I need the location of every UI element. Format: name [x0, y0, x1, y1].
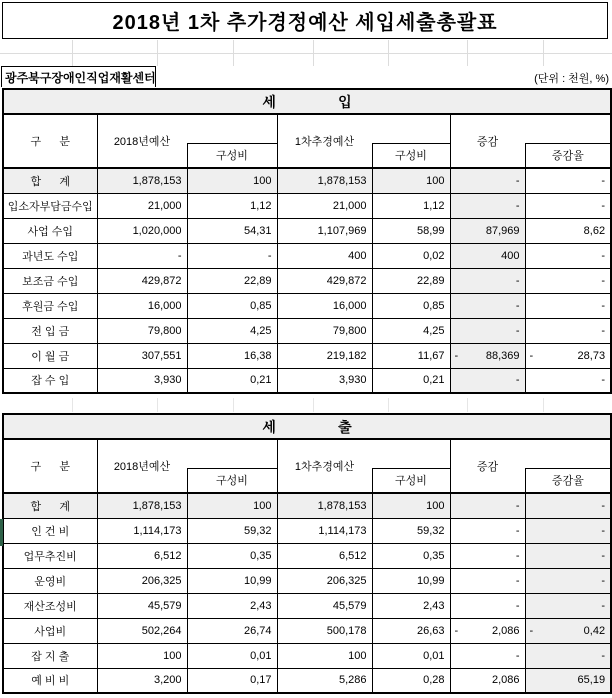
value-cell: -	[450, 368, 525, 393]
value-cell: 10,99	[372, 568, 450, 593]
value-cell: 100	[372, 168, 450, 193]
value-cell: 1,12	[372, 193, 450, 218]
value-cell: 0,01	[187, 643, 277, 668]
value-cell: 1,878,153	[277, 493, 372, 518]
value-cell: -	[525, 368, 611, 393]
value-cell: 3,930	[97, 368, 187, 393]
row-label: 전 입 금	[3, 318, 97, 343]
value-cell: 1,878,153	[277, 168, 372, 193]
value-cell: -	[450, 643, 525, 668]
value-cell: 1,878,153	[97, 493, 187, 518]
value-cell: 502,264	[97, 618, 187, 643]
row-label: 과년도 수입	[3, 243, 97, 268]
header-spacer-cell	[372, 114, 450, 143]
header-row-top	[3, 439, 611, 468]
revenue-table	[2, 88, 612, 394]
col-header-budget-2018: 2018년예산	[97, 439, 187, 493]
row-label: 합 계	[3, 168, 97, 193]
value-cell: -	[525, 493, 611, 518]
value-cell: 0,17	[187, 668, 277, 693]
row-label: 입소자부담금수입	[3, 193, 97, 218]
value-cell: 0,01	[372, 643, 450, 668]
value-cell: 400	[450, 243, 525, 268]
value-cell: -	[450, 568, 525, 593]
value-cell: 59,32	[187, 518, 277, 543]
value-cell: 100	[277, 643, 372, 668]
minus-sign: -	[529, 624, 534, 637]
value-cell: -	[525, 243, 611, 268]
value-cell: -	[525, 293, 611, 318]
table-row	[3, 293, 611, 318]
row-label: 보조금 수입	[3, 268, 97, 293]
value-cell: 16,38	[187, 343, 277, 368]
value-text: 28,73	[577, 349, 606, 362]
value-cell	[450, 618, 525, 643]
table-row	[3, 618, 611, 643]
value-cell: 429,872	[277, 268, 372, 293]
table-row	[3, 668, 611, 693]
table-row	[3, 593, 611, 618]
value-text: 2,086	[491, 624, 520, 637]
col-header-category: 구 분	[3, 439, 97, 493]
value-cell: 307,551	[97, 343, 187, 368]
value-cell: 21,000	[277, 193, 372, 218]
value-cell: -	[450, 268, 525, 293]
value-cell: 3,930	[277, 368, 372, 393]
row-label: 업무추진비	[3, 543, 97, 568]
table-row	[3, 218, 611, 243]
value-cell: 100	[372, 493, 450, 518]
unit-note: (단위 : 천원, %)	[534, 73, 609, 85]
value-text: 0,42	[583, 624, 606, 637]
value-cell: 65,19	[525, 668, 611, 693]
value-cell: -	[450, 168, 525, 193]
organization-name: 광주북구장애인직업재활센터	[1, 66, 156, 87]
col-header-category: 구 분	[3, 114, 97, 168]
value-cell: -	[450, 318, 525, 343]
value-cell: 45,579	[277, 593, 372, 618]
minus-sign: -	[529, 349, 534, 362]
col-header-composition: 구성비	[187, 143, 277, 168]
value-cell: 1,114,173	[277, 518, 372, 543]
row-selection-marker	[0, 519, 3, 546]
col-header-change-rate: 증감율	[525, 468, 611, 493]
value-cell: 8,62	[525, 218, 611, 243]
minus-sign: -	[454, 624, 459, 637]
document-title: 2018년 1차 추가경정예산 세입세출총괄표	[2, 2, 608, 39]
value-cell: -	[525, 318, 611, 343]
value-cell: -	[450, 293, 525, 318]
value-cell: 22,89	[187, 268, 277, 293]
section-header-revenue	[3, 89, 611, 114]
value-cell: 58,99	[372, 218, 450, 243]
gridline	[467, 398, 468, 412]
value-cell: -	[187, 243, 277, 268]
value-cell: 206,325	[97, 568, 187, 593]
col-header-change: 증감	[450, 439, 525, 493]
value-cell: 0,35	[372, 543, 450, 568]
value-cell: -	[525, 193, 611, 218]
col-header-composition2: 구성비	[372, 143, 450, 168]
value-cell: 1,020,000	[97, 218, 187, 243]
value-cell: 1,107,969	[277, 218, 372, 243]
value-cell: -	[525, 518, 611, 543]
value-cell: -	[450, 493, 525, 518]
value-cell: 2,43	[187, 593, 277, 618]
table-row	[3, 168, 611, 193]
header-row-top	[3, 114, 611, 143]
value-cell: 59,32	[372, 518, 450, 543]
minus-sign: -	[454, 349, 459, 362]
value-cell: 26,63	[372, 618, 450, 643]
value-cell: -	[525, 568, 611, 593]
value-cell: 0,28	[372, 668, 450, 693]
expenditure-table	[2, 413, 612, 694]
value-cell: 500,178	[277, 618, 372, 643]
value-cell: 219,182	[277, 343, 372, 368]
row-label: 잡 수 입	[3, 368, 97, 393]
row-label: 잡 지 출	[3, 643, 97, 668]
value-cell: 21,000	[97, 193, 187, 218]
value-cell: 4,25	[372, 318, 450, 343]
gridline	[388, 398, 389, 412]
section-header-expenditure	[3, 414, 611, 439]
section-title: 세 입	[3, 89, 611, 114]
gridline	[543, 398, 544, 412]
table-row	[3, 543, 611, 568]
table-row	[3, 268, 611, 293]
value-cell: 100	[187, 493, 277, 518]
value-cell: 0,85	[187, 293, 277, 318]
value-cell: 3,200	[97, 668, 187, 693]
value-cell: 22,89	[372, 268, 450, 293]
value-cell: 429,872	[97, 268, 187, 293]
row-label: 예 비 비	[3, 668, 97, 693]
value-cell: 1,878,153	[97, 168, 187, 193]
header-spacer-cell	[187, 114, 277, 143]
table-row	[3, 643, 611, 668]
header-spacer-cell	[525, 114, 611, 143]
value-cell	[525, 343, 611, 368]
col-header-change-rate: 증감율	[525, 143, 611, 168]
value-cell: -	[525, 593, 611, 618]
value-cell: 16,000	[277, 293, 372, 318]
row-label: 운영비	[3, 568, 97, 593]
value-cell: -	[97, 243, 187, 268]
gridline	[0, 53, 612, 54]
value-cell: 100	[97, 643, 187, 668]
value-cell: -	[525, 168, 611, 193]
value-cell: 16,000	[97, 293, 187, 318]
value-cell: 2,086	[450, 668, 525, 693]
table-row	[3, 568, 611, 593]
table-row	[3, 518, 611, 543]
value-cell: 2,43	[372, 593, 450, 618]
table-row	[3, 343, 611, 368]
table-row	[3, 193, 611, 218]
table-row	[3, 493, 611, 518]
value-cell: -	[525, 643, 611, 668]
gridline	[233, 398, 234, 412]
value-cell	[525, 618, 611, 643]
value-text: 88,369	[485, 349, 520, 362]
value-cell: -	[450, 193, 525, 218]
value-cell: 0,02	[372, 243, 450, 268]
table-row	[3, 243, 611, 268]
value-cell: 0,21	[372, 368, 450, 393]
value-cell: 45,579	[97, 593, 187, 618]
value-cell: 206,325	[277, 568, 372, 593]
gridline	[72, 398, 73, 412]
value-cell: 0,21	[187, 368, 277, 393]
header-spacer-cell	[187, 439, 277, 468]
value-cell: -	[525, 543, 611, 568]
value-cell: 79,800	[277, 318, 372, 343]
value-cell: 6,512	[97, 543, 187, 568]
value-cell: 54,31	[187, 218, 277, 243]
row-label: 이 월 금	[3, 343, 97, 368]
row-label: 사업 수입	[3, 218, 97, 243]
gridline	[313, 398, 314, 412]
row-label: 인 건 비	[3, 518, 97, 543]
col-header-supplementary: 1차추경예산	[277, 439, 372, 493]
value-cell: 0,35	[187, 543, 277, 568]
value-cell: 26,74	[187, 618, 277, 643]
section-title: 세 출	[3, 414, 611, 439]
table-row	[3, 368, 611, 393]
col-header-composition2: 구성비	[372, 468, 450, 493]
value-cell: 100	[187, 168, 277, 193]
value-cell	[450, 343, 525, 368]
value-cell: -	[450, 593, 525, 618]
col-header-supplementary: 1차추경예산	[277, 114, 372, 168]
value-cell: 400	[277, 243, 372, 268]
value-cell: 5,286	[277, 668, 372, 693]
value-cell: 87,969	[450, 218, 525, 243]
row-label: 합 계	[3, 493, 97, 518]
row-label: 후원금 수입	[3, 293, 97, 318]
value-cell: 4,25	[187, 318, 277, 343]
header-spacer-cell	[525, 439, 611, 468]
table-row	[3, 318, 611, 343]
value-cell: -	[450, 543, 525, 568]
gridline	[157, 398, 158, 412]
value-cell: 0,85	[372, 293, 450, 318]
value-cell: 10,99	[187, 568, 277, 593]
value-cell: -	[525, 268, 611, 293]
value-cell: 6,512	[277, 543, 372, 568]
header-spacer-cell	[372, 439, 450, 468]
value-cell: 1,114,173	[97, 518, 187, 543]
value-cell: 79,800	[97, 318, 187, 343]
col-header-change: 증감	[450, 114, 525, 168]
value-cell: 11,67	[372, 343, 450, 368]
row-label: 재산조성비	[3, 593, 97, 618]
row-label: 사업비	[3, 618, 97, 643]
value-cell: -	[450, 518, 525, 543]
value-cell: 1,12	[187, 193, 277, 218]
col-header-budget-2018: 2018년예산	[97, 114, 187, 168]
col-header-composition: 구성비	[187, 468, 277, 493]
